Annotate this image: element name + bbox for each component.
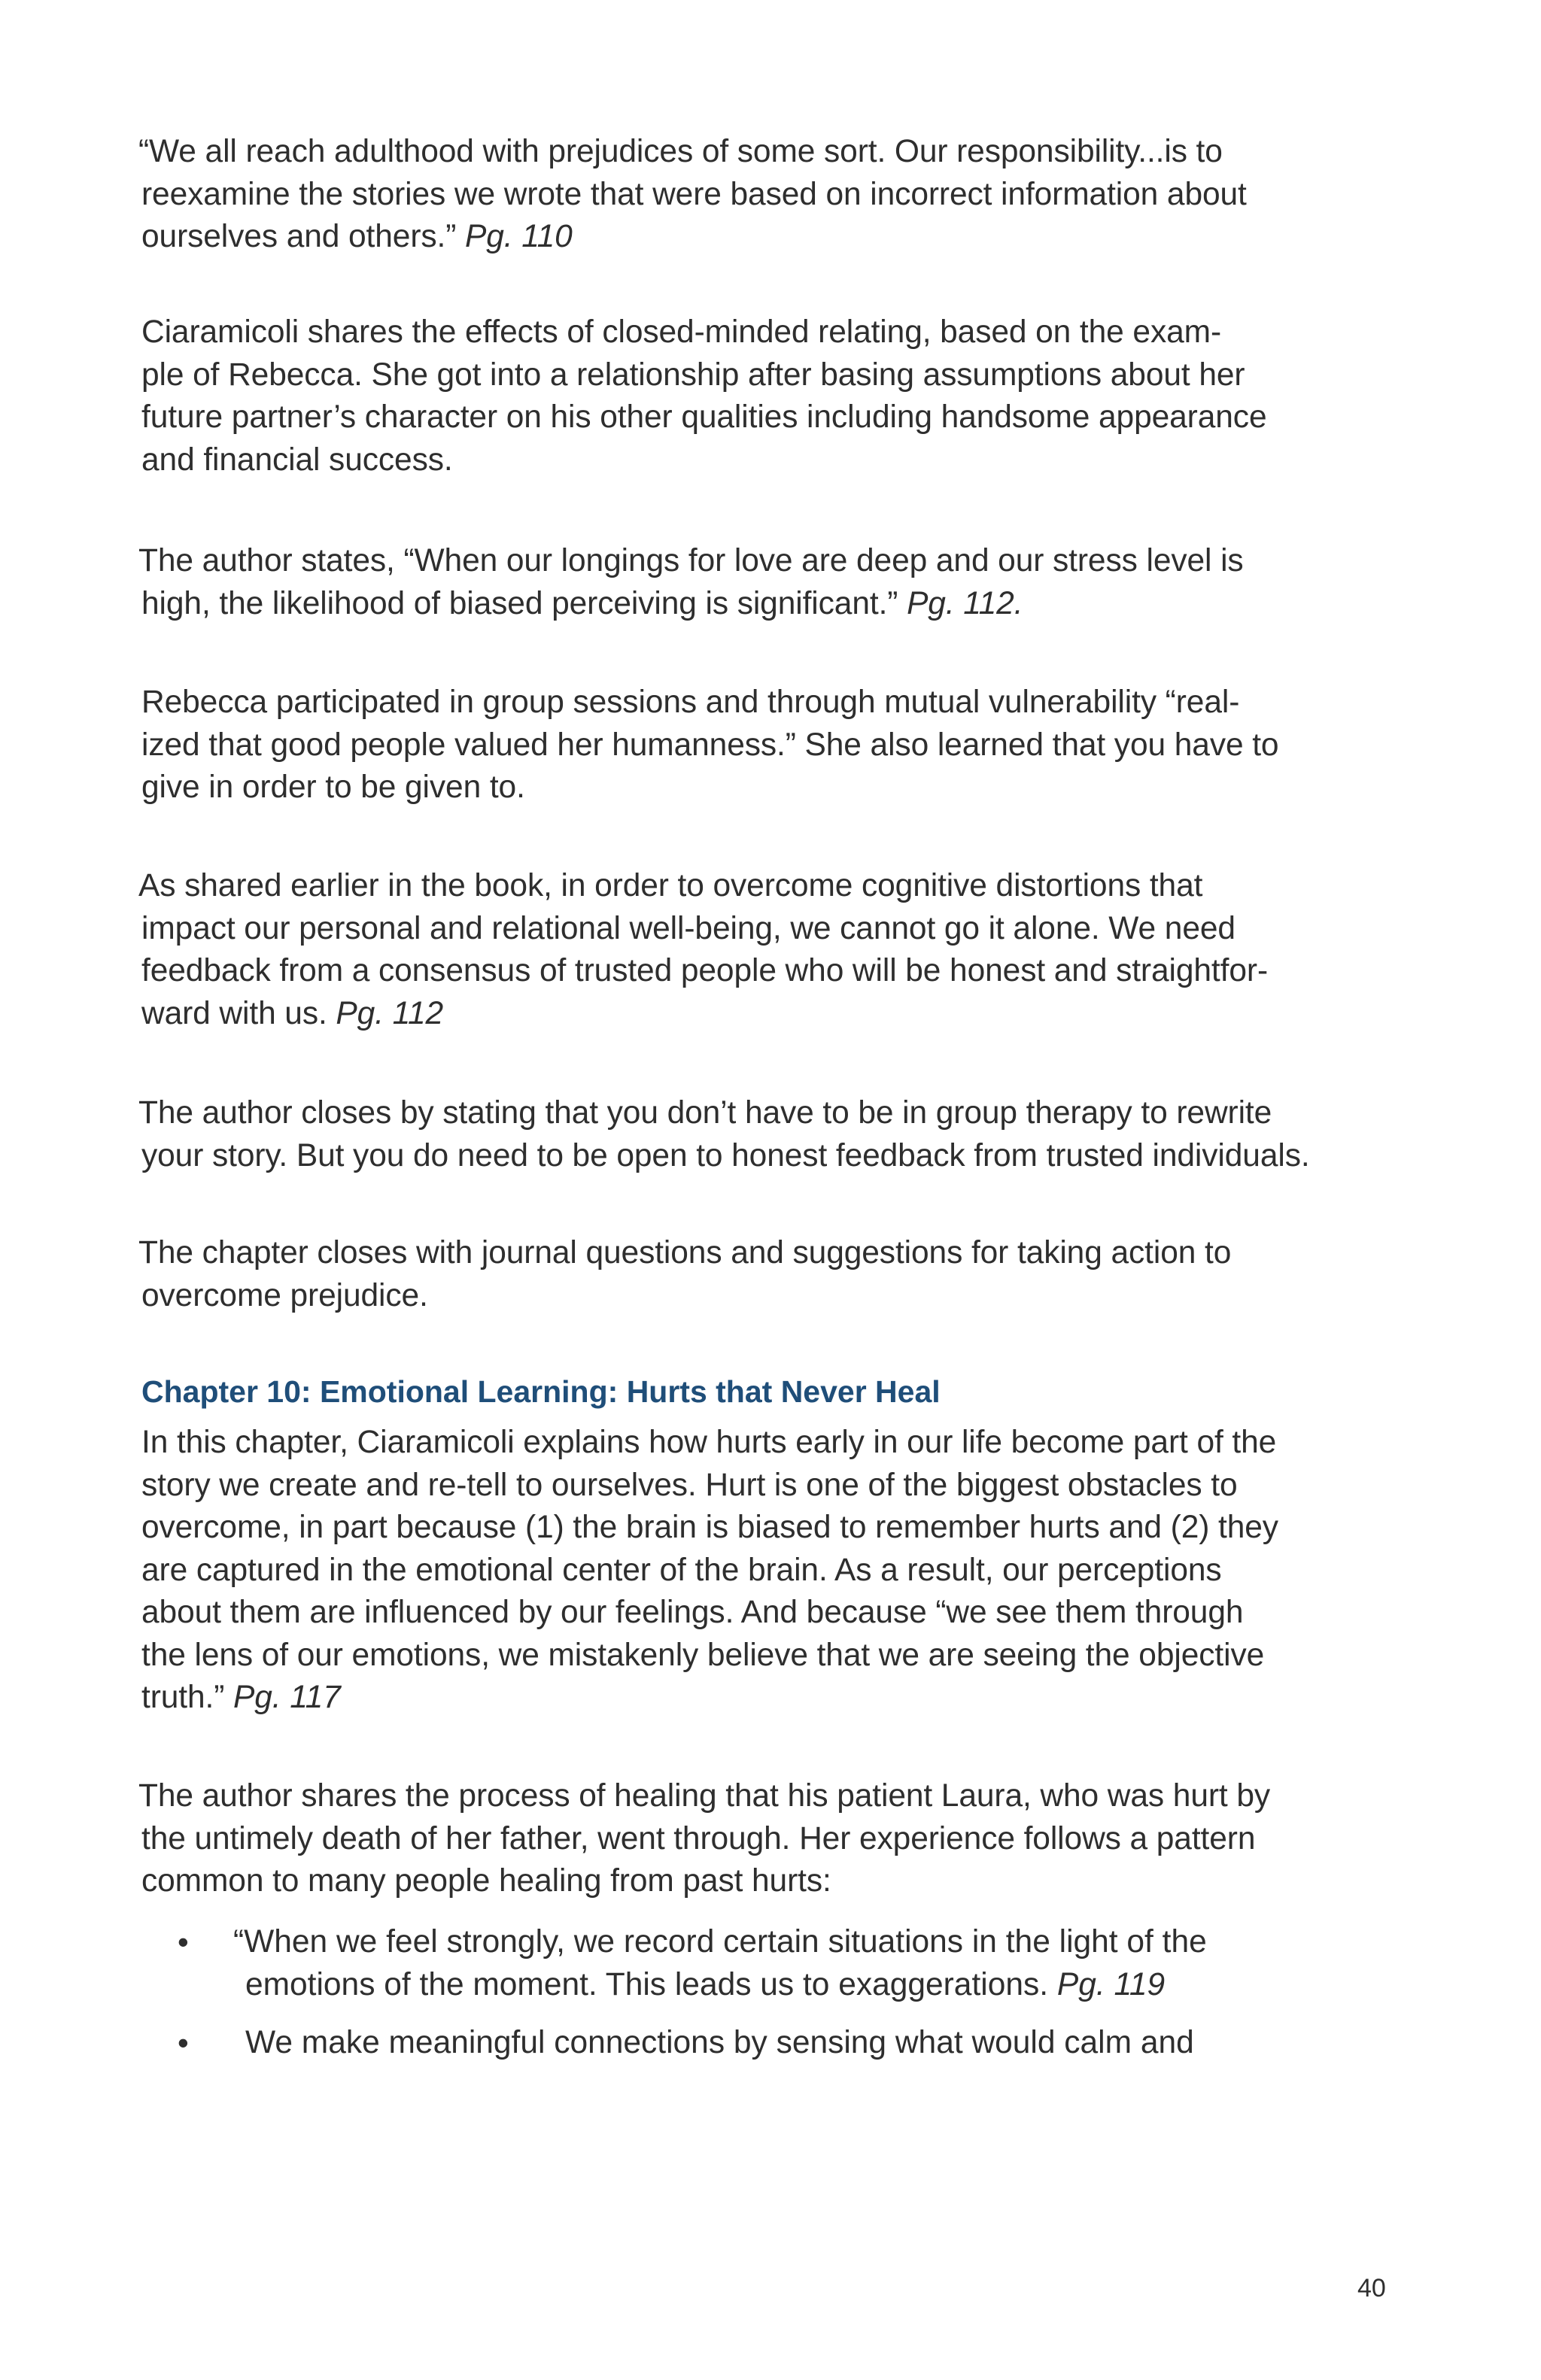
bullet-text	[233, 2022, 1194, 2065]
text-line: In this chapter, Ciaramicoli explains how hurts early in our life become part of the	[141, 1425, 1277, 1460]
text-line: the lens of our emotions, we mistakenly believe that we are seeing the objective	[141, 1637, 1265, 1673]
text-line: emotions of the moment. This leads us to exaggerations. Pg. 119	[245, 1966, 1166, 2002]
text-line: impact our personal and relational well-being, we cannot go it alone. We need	[141, 910, 1236, 946]
text-line: truth.” Pg. 117	[141, 1680, 341, 1715]
text-line: As shared earlier in the book, in order to overcome cognitive distortions that	[138, 868, 1203, 903]
bullet-icon: •	[178, 1924, 189, 1960]
text-line: “When we feel strongly, we record certain situations in the light of the	[233, 1924, 1207, 1960]
bullet-icon: •	[178, 2025, 189, 2060]
text-line: about them are influenced by our feelings. And because “we see them through	[141, 1595, 1244, 1630]
text-line: reexamine the stories we wrote that were based on incorrect information about	[141, 176, 1247, 212]
paragraph-author-closes	[138, 1092, 1410, 1177]
text-line: ward with us. Pg. 112	[141, 995, 444, 1031]
text-line: and financial success.	[141, 442, 453, 478]
text-line: are captured in the emotional center of the brain. As a result, our perceptions	[141, 1552, 1222, 1588]
text-line: feedback from a consensus of trusted people who will be honest and straightfor-	[141, 953, 1268, 988]
paragraph-author-states	[138, 540, 1410, 625]
text-line: overcome prejudice.	[141, 1277, 428, 1313]
paragraph-rebecca-group-sessions	[138, 682, 1410, 809]
text-line: story we create and re-tell to ourselves. Hurt is one of the biggest obstacles to	[141, 1467, 1238, 1503]
text-line: the untimely death of her father, went through. Her experience follows a pattern	[141, 1820, 1256, 1856]
chapter-heading: Chapter 10: Emotional Learning: Hurts that Never Heal	[141, 1374, 941, 1409]
text-line: The author shares the process of healing that his patient Laura, who was hurt by	[138, 1778, 1271, 1814]
text-line: The author closes by stating that you don’t have to be in group therapy to rewrite	[138, 1095, 1272, 1131]
page-citation: Pg. 119	[1056, 1966, 1166, 2002]
text-line: common to many people healing from past hurts:	[141, 1863, 831, 1899]
paragraph-closed-minded-relating	[138, 311, 1410, 481]
text-line: your story. But you do need to be open to honest feedback from trusted individuals.	[141, 1137, 1310, 1173]
paragraph-cognitive-distortions	[138, 865, 1410, 1035]
page-citation: Pg. 110	[465, 219, 573, 254]
bullet-text	[233, 1921, 1207, 2006]
text-line: We make meaningful connections by sensing what would calm and	[245, 2025, 1194, 2060]
text-line: ourselves and others.” Pg. 110	[141, 219, 573, 254]
text-line: The author states, “When our longings for love are deep and our stress level is	[138, 543, 1244, 578]
text-line: future partner’s character on his other qualities including handsome appearance	[141, 399, 1267, 435]
text-line: ple of Rebecca. She got into a relationship after basing assumptions about her	[141, 357, 1245, 393]
paragraph-chapter-10-intro	[138, 1422, 1410, 1720]
text-line: “We all reach adulthood with prejudices of some sort. Our responsibility...is to	[138, 134, 1223, 169]
text-line: ized that good people valued her humanness.” She also learned that you have to	[141, 727, 1279, 763]
text-line: high, the likelihood of biased perceiving is significant.” Pg. 112.	[141, 585, 1023, 621]
text-line: Rebecca participated in group sessions and through mutual vulnerability “real-	[141, 685, 1240, 720]
text-line: give in order to be given to.	[141, 770, 525, 805]
text-line: The chapter closes with journal questions and suggestions for taking action to	[138, 1235, 1232, 1270]
text-line: Ciaramicoli shares the effects of closed-minded relating, based on the exam-	[141, 314, 1221, 350]
page-citation: Pg. 117	[233, 1680, 341, 1715]
page-citation: Pg. 112	[336, 995, 444, 1031]
paragraph-chapter-closes	[138, 1232, 1410, 1317]
quote-paragraph-prejudices	[138, 131, 1410, 259]
text-line: overcome, in part because (1) the brain is biased to remember hurts and (2) they	[141, 1510, 1278, 1545]
page-number: 40	[1357, 2274, 1386, 2303]
page-citation: Pg. 112.	[907, 585, 1023, 621]
paragraph-laura-healing	[138, 1775, 1410, 1903]
